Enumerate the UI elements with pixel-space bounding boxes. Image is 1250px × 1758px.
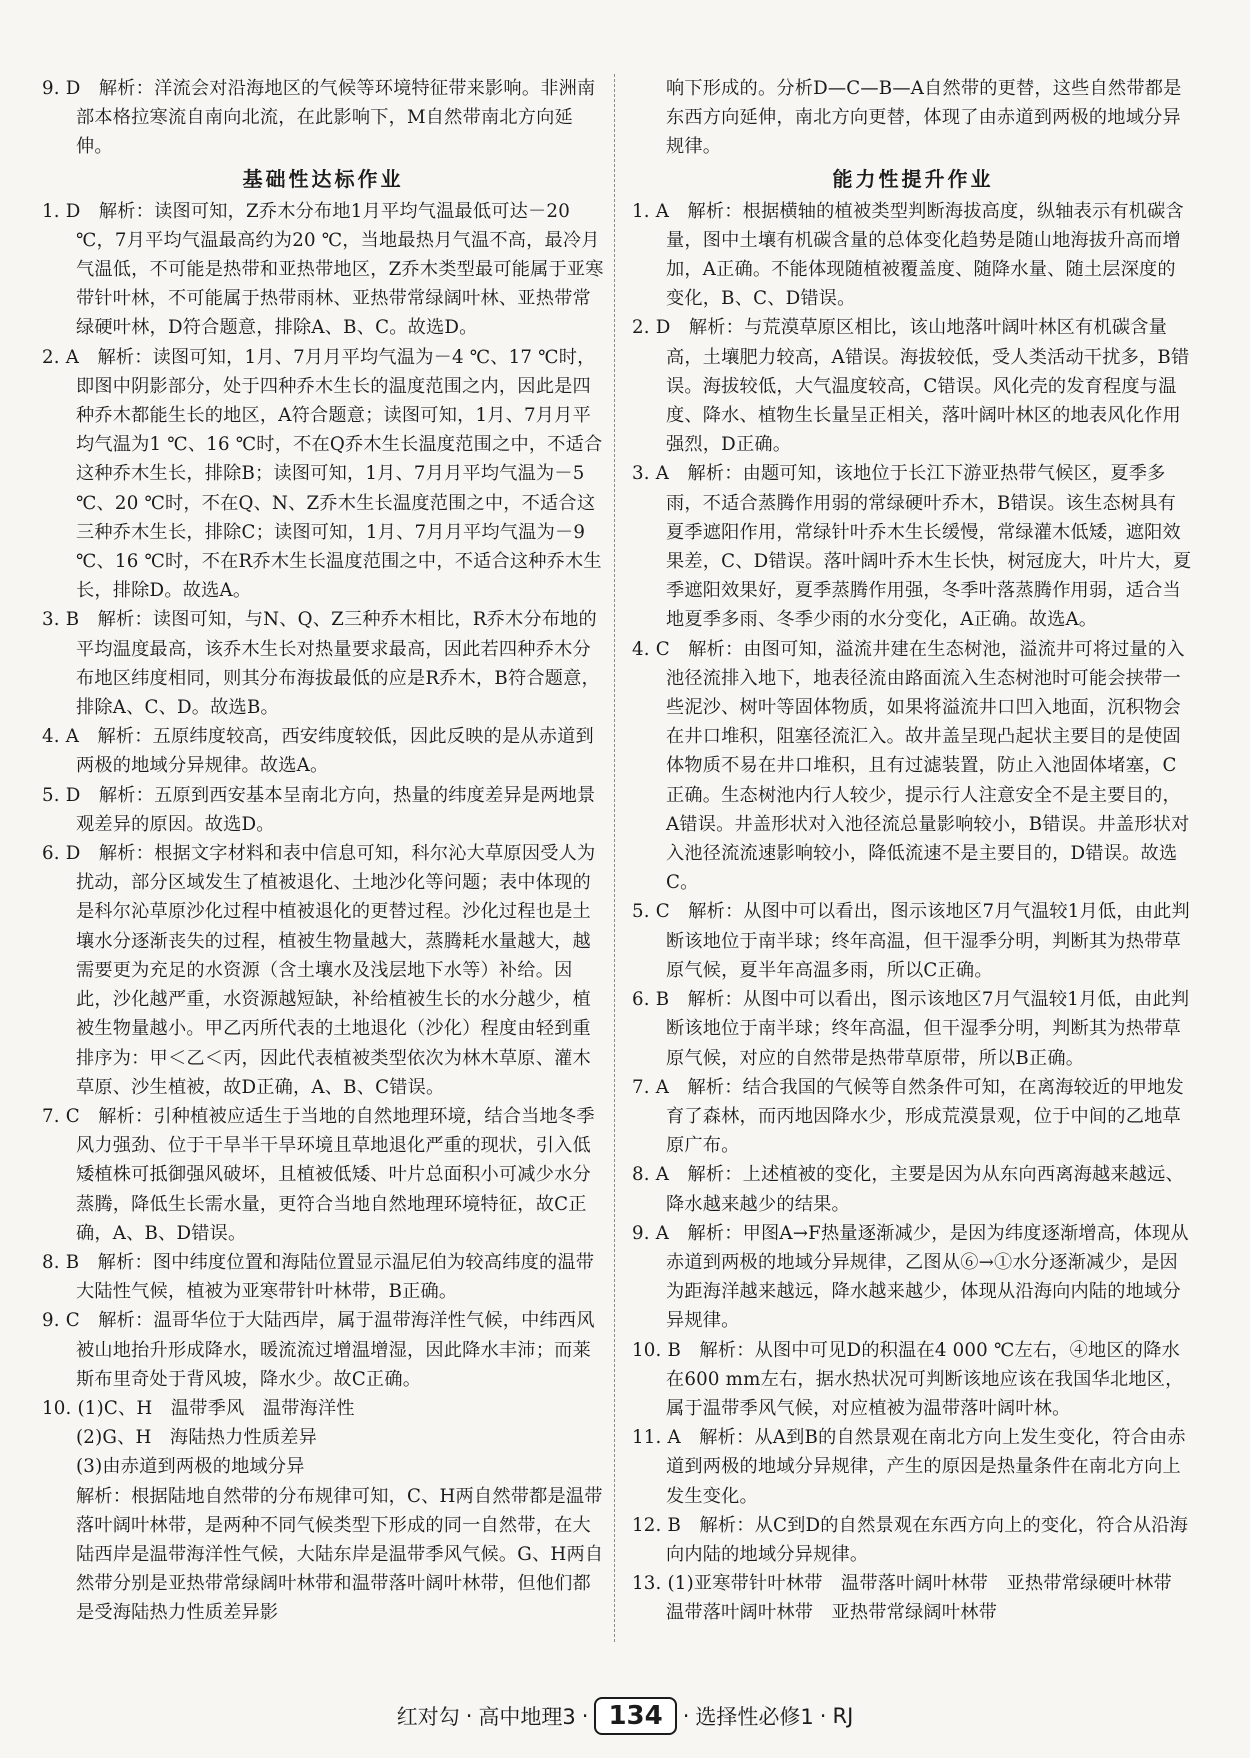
right-answer-item: 13. (1)亚寒带针叶林带 温带落叶阔叶林带 亚热带常绿硬叶林带 温带落叶阔叶林带 亚热带常绿阔叶林带 [632,1573,1191,1624]
left-answer-item: (3)由赤道到两极的地域分异 [76,1456,305,1478]
footer-separator: · [682,1704,690,1728]
left-answer-item: 解析：根据陆地自然带的分布规律可知，C、H两自然带都是温带落叶阔叶林带，是两种不同气候类型下形成的同一自然带，在大陆西岸是温带海洋性气候，大陆东岸是温带季风气候。G、H两自然带分别是亚热带常绿阔叶林带和温带落叶阔叶林带，但他们都是受海陆热力性质差异影 [76,1485,604,1624]
right-answer-item: 7. A 解析：结合我国的气候等自然条件可知，在离海较近的甲地发育了森林，而丙地因降水少，形成荒漠景观，位于中间的乙地草原广布。 [632,1076,1184,1157]
right-answer-item: 6. B 解析：从图中可以看出，图示该地区7月气温较1月低，由此判断该地位于南半球；终年高温，但干湿季分明，判断其为热带草原气候，对应的自然带是热带草原带，所以B正确。 [632,989,1190,1069]
right-answer-list [632,197,1194,1628]
left-answer-item: 1. D 解析：读图可知，Z乔木分布地1月平均气温最低可达－20 ℃，7月平均气温最高约为20 ℃，当地最热月气温不高，最冷月气温低，不可能是热带和亚热带地区，Z乔木类型最可能属于亚寒带针叶林，不可能属于热带雨林、亚热带常绿阔叶林、亚热带常绿硬叶林，D符合题意，排除A、B、C。故选D。 [42,200,604,339]
footer-volume: 选择性必修1 [695,1705,814,1729]
right-answer-item: 9. A 解析：甲图A→F热量逐渐减少，是因为纬度逐渐增高，体现从赤道到两极的地域分异规律，乙图从⑥→①水分逐渐减少，是因为距海洋越来越远，降水越来越少，体现从沿海向内陆的地域分异规律。 [632,1222,1189,1332]
section-heading-advanced: 能力性提升作业 [832,166,994,191]
footer-separator: · [465,1704,473,1728]
right-answer-item: 5. C 解析：从图中可以看出，图示该地区7月气温较1月低，由此判断该地位于南半球；终年高温，但干湿季分明，判断其为热带草原气候，夏半年高温多雨，所以C正确。 [632,901,1190,981]
left-answer-item: 6. D 解析：根据文字材料和表中信息可知，科尔沁大草原因受人为扰动，部分区域发生了植被退化、土地沙化等问题；表中体现的是科尔沁草原沙化过程中植被退化的更替过程。沙化过程也是土壤水分逐渐丧失的过程，植被生物量越大，蒸腾耗水量越大，越需要更为充足的水资源（含土壤水及浅层地下水等）补给。因此，沙化越严重，水资源越短缺，补给植被生长的水分越少，植被生物量越小。甲乙丙所代表的土地退化（沙化）程度由轻到重排序为：甲＜乙＜丙，因此代表植被类型依次为林木草原、灌木草原、沙生植被，故D正确，A、B、C错误。 [42,843,596,1098]
footer-separator: · [581,1704,589,1728]
left-answer-item: (2)G、H 海陆热力性质差异 [76,1427,318,1449]
right-answer-item: 3. A 解析：由题可知，该地位于长江下游亚热带气候区，夏季多雨，不适合蒸腾作用弱的常绿硬叶乔木，B错误。该生态树具有夏季遮阳作用，常绿针叶乔木生长缓慢，常绿灌木低矮，遮阳效果差，C、D错误。落叶阔叶乔木生长快，树冠庞大，叶片大，夏季遮阳效果好，夏季蒸腾作用强，冬季叶落蒸腾作用弱，适合当地夏季多雨、冬季少雨的水分变化，A正确。故选A。 [632,463,1192,631]
left-answer-item: 7. C 解析：引种植被应适生于当地的自然地理环境，结合当地冬季风力强劲、位于干旱半干旱环境且草地退化严重的现状，引入低矮植株可抵御强风破坏，且植被低矮、叶片总面积小可减少水分蒸腾，降低生长需水量，更符合当地自然地理环境特征，故C正确，A、B、D错误。 [42,1105,595,1244]
left-answer-list [42,197,604,1628]
left-column [42,74,604,1628]
right-column [632,74,1194,1628]
right-answer-item: 12. B 解析：从C到D的自然景观在东西方向上的变化，符合从沿海向内陆的地域分异规律。 [632,1514,1189,1565]
answer-item-left-9-top: 9. D 解析：洋流会对沿海地区的气候等环境特征带来影响。非洲南部本格拉寒流自南向北流，在此影响下，M自然带南北方向延伸。 [42,78,596,158]
right-answer-item: 2. D 解析：与荒漠草原区相比，该山地落叶阔叶林区有机碳含量高，土壤肥力较高，A错误。海拔较低，受人类活动干扰多，B错误。海拔较低，大气温度较高，C错误。风化壳的发育程度与温度、降水、植物生长量呈正相关，落叶阔叶林区的地表风化作用强烈，D正确。 [632,317,1190,456]
right-answer-item: 11. A 解析：从A到B的自然景观在南北方向上发生变化，符合由赤道到两极的地域分异规律，产生的原因是热量条件在南北方向上发生变化。 [632,1427,1186,1507]
section-heading-basic: 基础性达标作业 [242,166,404,191]
left-answer-item: 10. (1)C、H 温带季风 温带海洋性 [42,1397,355,1419]
left-answer-item: 5. D 解析：五原到西安基本呈南北方向，热量的纬度差异是两地景观差异的原因。故选D。 [42,784,596,835]
right-answer-item: 4. C 解析：由图可知，溢流井建在生态树池，溢流井可将过量的入池径流排入地下，地表径流由路面流入生态树池时可能会挟带一些泥沙、树叶等固体物质，如果将溢流井口凹入地面，沉积物会在井口堆积，阻塞径流汇入。故井盖呈现凸起状主要目的是使固体物质不易在井口堆积，且有过滤装置，防止入池固体堵塞，C正确。生态树池内行人较少，提示行人注意安全不是主要目的，A错误。井盖形状对入池径流总量影响较小，B错误。井盖形状对入池径流流速影响较小，降低流速不是主要目的，D错误。故选C。 [632,638,1190,894]
page-footer [0,1694,1250,1738]
right-answer-item: 8. A 解析：上述植被的变化，主要是因为从东向西离海越来越远、降水越来越少的结果。 [632,1164,1184,1215]
left-answer-item: 3. B 解析：读图可知，与N、Q、Z三种乔木相比，R乔木分布地的平均温度最高，该乔木生长对热量要求最高，因此若四种乔木分布地区纬度相同，则其分布海拔最低的应是R乔木，B符合题意，排除A、C、D。故选B。 [42,609,600,719]
footer-subject: 高中地理3 [478,1705,576,1729]
footer-separator: · [819,1704,827,1728]
left-answer-item: 9. C 解析：温哥华位于大陆西岸，属于温带海洋性气候，中纬西风被山地抬升形成降水，暖流流过增温增湿，因此降水丰沛；而莱斯布里奇处于背风坡，降水少。故C正确。 [42,1310,595,1390]
left-answer-item: 8. B 解析：图中纬度位置和海陆位置显示温尼伯为较高纬度的温带大陆性气候，植被为亚寒带针叶林带，B正确。 [42,1251,595,1303]
left-answer-item: 2. A 解析：读图可知，1月、7月月平均气温为－4 ℃、17 ℃时，即图中阴影部分，处于四种乔木生长的温度范围之内，因此是四种乔木都能生长的地区，A符合题意；读图可知，1月、7月月平均气温为1 ℃、16 ℃时，不在Q乔木生长温度范围之中，不适合这种乔木生长，排除B；读图可知，1月、7月月平均气温为－5 ℃、20 ℃时，不在Q、N、Z乔木生长温度范围之中，不适合这三种乔木生长，排除C；读图可知，1月、7月月平均气温为－9 ℃、16 ℃时，不在R乔木生长温度范围之中，不适合这种乔木生长，排除D。故选A。 [42,346,603,602]
page-number: 134 [594,1697,676,1735]
footer-edition: RJ [832,1704,854,1728]
footer-brand: 红对勾 [396,1705,460,1729]
column-divider [614,74,616,1642]
answer-continuation: 响下形成的。分析D—C—B—A自然带的更替，这些自然带都是东西方向延伸，南北方向更替，体现了由赤道到两极的地域分异规律。 [666,78,1182,158]
right-answer-item: 10. B 解析：从图中可见D的积温在4 000 ℃左右，④地区的降水在600 mm左右，据水热状况可判断该地应该在我国华北地区，属于温带季风气候，对应植被为温带落叶阔叶林。 [632,1339,1184,1419]
left-answer-item: 4. A 解析：五原纬度较高，西安纬度较低，因此反映的是从赤道到两极的地域分异规律。故选A。 [42,726,594,777]
right-answer-item: 1. A 解析：根据横轴的植被类型判断海拔高度，纵轴表示有机碳含量，图中土壤有机碳含量的总体变化趋势是随山地海拔升高而增加，A正确。不能体现随植被覆盖度、随降水量、随土层深度的变化，B、C、D错误。 [632,200,1184,310]
